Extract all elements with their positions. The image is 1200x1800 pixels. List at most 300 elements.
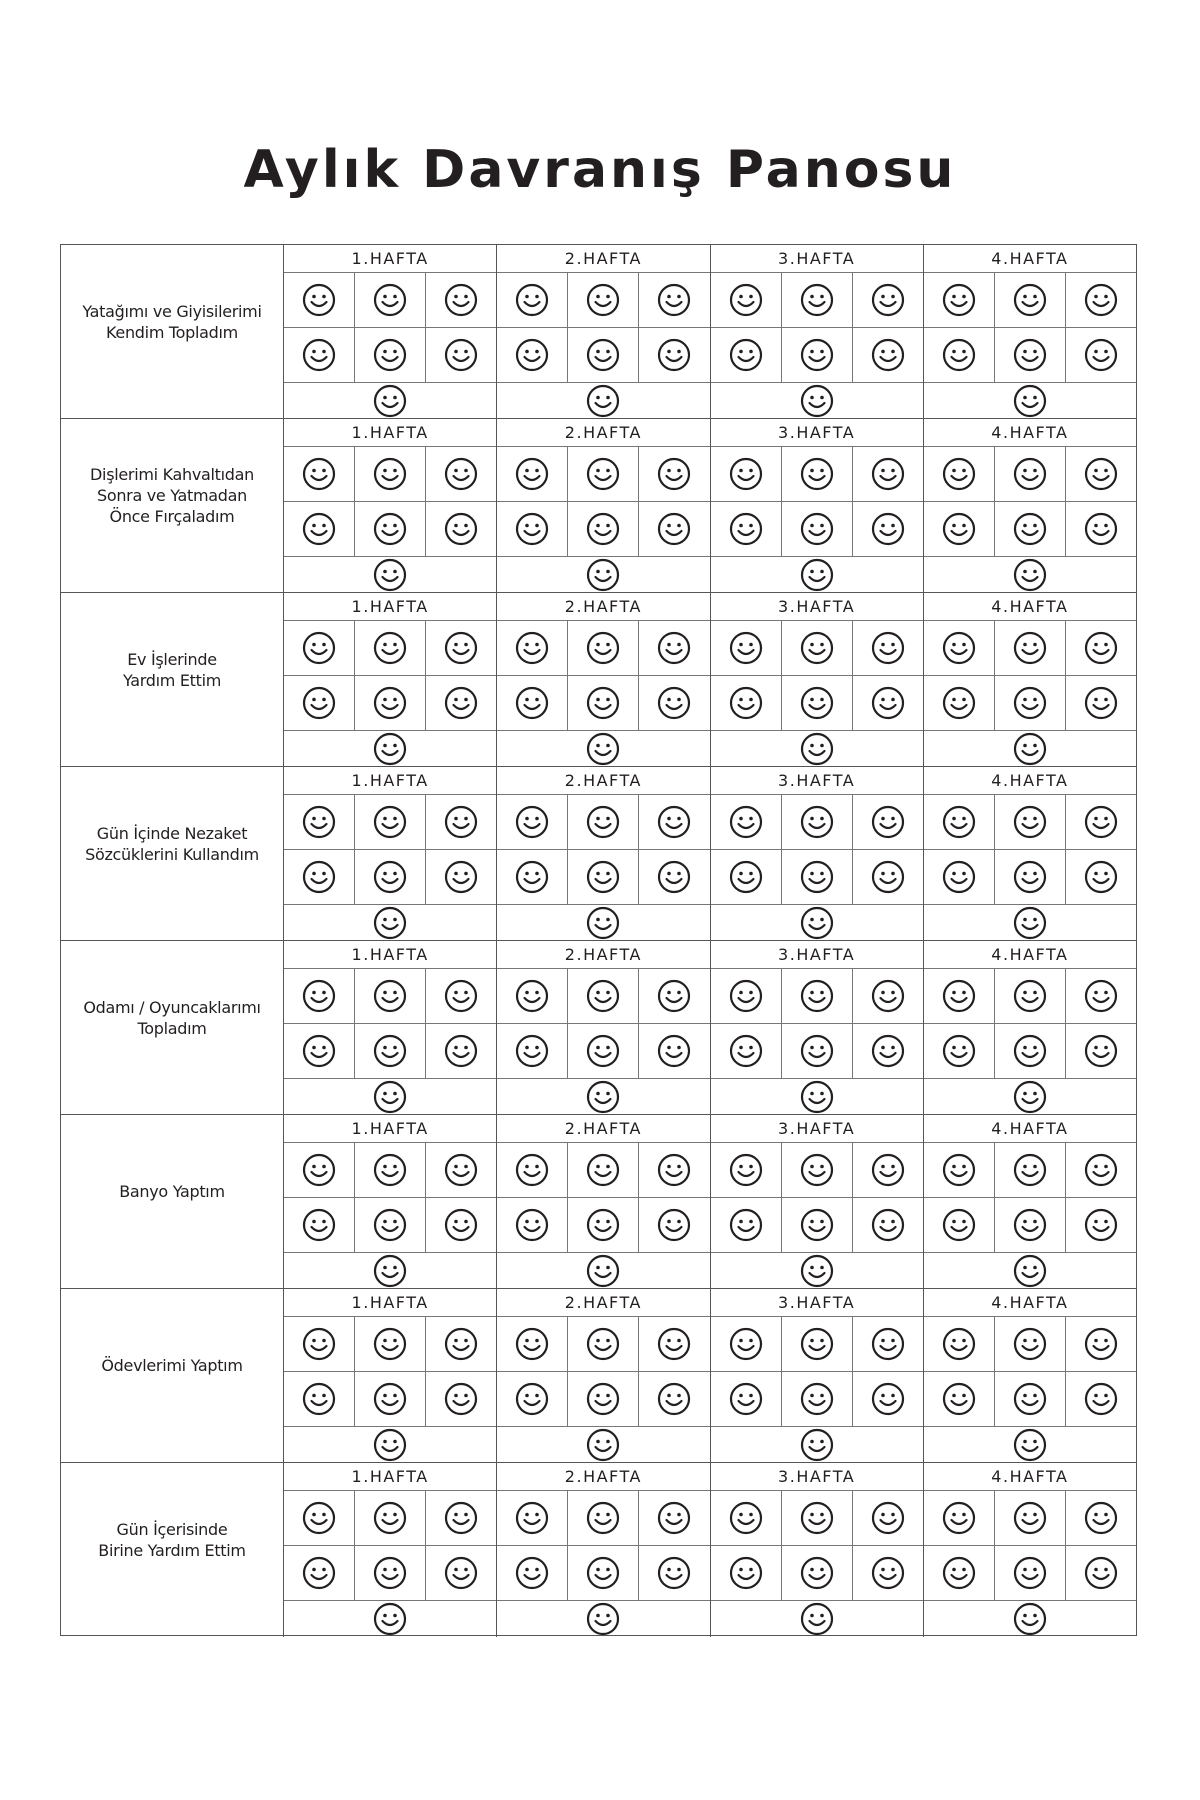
face-cell[interactable] [711,969,782,1023]
face-cell[interactable] [284,1198,355,1252]
face-cell[interactable] [355,1198,426,1252]
face-cell[interactable] [924,1491,995,1545]
face-cell[interactable] [924,1024,995,1078]
face-cell[interactable] [426,1143,496,1197]
face-cell[interactable] [284,502,355,556]
behavior-label: Ev İşlerinde Yardım Ettim [122,649,222,690]
face-cell[interactable] [995,1317,1066,1371]
face-cell[interactable] [1066,328,1136,382]
behavior-block [61,245,1136,419]
face-cell[interactable] [639,1317,709,1371]
face-cell[interactable] [782,447,853,501]
face-cell[interactable] [853,795,923,849]
smiley-face-icon[interactable] [586,732,620,766]
smiley-face-icon [1013,1034,1047,1068]
behavior-label: Gün İçerisinde Birine Yardım Ettim [98,1520,246,1560]
week-column [497,941,710,1114]
smiley-face-icon [586,686,620,720]
face-cell[interactable] [568,328,639,382]
face-row [711,1198,923,1253]
smiley-face-icon [1084,338,1118,372]
face-cell[interactable] [497,447,568,501]
face-cell[interactable] [426,795,496,849]
face-row [924,1372,1136,1427]
smiley-face-icon [373,1153,407,1187]
face-cell[interactable] [497,328,568,382]
face-cell[interactable] [355,1317,426,1371]
smiley-face-icon [657,1556,691,1590]
face-cell[interactable] [639,1198,709,1252]
face-cell[interactable] [924,1317,995,1371]
face-cell[interactable] [995,447,1066,501]
face-cell[interactable] [639,850,709,904]
face-cell[interactable] [853,502,923,556]
face-cell[interactable] [639,328,709,382]
face-cell[interactable] [853,1546,923,1600]
behavior-block [61,767,1136,941]
smiley-face-icon[interactable] [1013,1428,1047,1462]
smiley-face-icon [942,686,976,720]
smiley-face-icon [302,1327,336,1361]
face-cell[interactable] [711,676,782,730]
face-cell[interactable] [853,1491,923,1545]
smiley-face-icon[interactable] [800,906,834,940]
face-cell[interactable] [568,1491,639,1545]
face-cell[interactable] [355,621,426,675]
smiley-face-icon[interactable] [800,384,834,418]
smiley-face-icon [800,1382,834,1416]
smiley-face-icon[interactable] [1013,906,1047,940]
smiley-face-icon[interactable] [586,906,620,940]
smiley-face-icon[interactable] [800,732,834,766]
behavior-label-cell [61,767,284,940]
face-cell[interactable] [568,1143,639,1197]
face-cell[interactable] [568,676,639,730]
face-cell[interactable] [995,795,1066,849]
face-cell[interactable] [1066,795,1136,849]
face-cell[interactable] [639,621,709,675]
face-cell[interactable] [355,502,426,556]
smiley-face-icon [1084,1034,1118,1068]
smiley-face-icon[interactable] [1013,1080,1047,1114]
face-cell[interactable] [711,1372,782,1426]
face-cell[interactable] [924,273,995,327]
face-cell[interactable] [782,502,853,556]
face-cell[interactable] [426,1198,496,1252]
face-cell[interactable] [924,328,995,382]
smiley-face-icon[interactable] [586,558,620,592]
face-cell[interactable] [1066,621,1136,675]
smiley-face-icon [800,860,834,894]
behavior-block [61,941,1136,1115]
face-cell[interactable] [711,447,782,501]
face-cell[interactable] [355,1372,426,1426]
face-cell[interactable] [782,621,853,675]
face-cell[interactable] [426,676,496,730]
smiley-face-icon [515,1556,549,1590]
smiley-face-icon[interactable] [373,558,407,592]
smiley-face-icon[interactable] [800,1254,834,1288]
face-cell[interactable] [355,676,426,730]
face-row [284,502,496,557]
smiley-face-icon[interactable] [373,1254,407,1288]
smiley-face-icon [729,1556,763,1590]
week-header: 1.HAFTA [284,941,496,969]
face-cell[interactable] [853,676,923,730]
smiley-face-icon[interactable] [1013,384,1047,418]
face-cell[interactable] [568,1317,639,1371]
face-cell[interactable] [497,1546,568,1600]
face-cell[interactable] [1066,1546,1136,1600]
face-cell[interactable] [568,1546,639,1600]
face-cell[interactable] [426,1024,496,1078]
face-cell[interactable] [711,328,782,382]
behavior-label-cell [61,1463,284,1637]
week-header: 2.HAFTA [497,245,709,273]
smiley-face-icon[interactable] [373,1428,407,1462]
face-cell[interactable] [711,795,782,849]
face-cell[interactable] [497,969,568,1023]
face-cell[interactable] [284,1491,355,1545]
face-cell[interactable] [568,1372,639,1426]
behavior-label-cell [61,1115,284,1288]
smiley-face-icon[interactable] [373,1602,407,1636]
face-cell[interactable] [426,447,496,501]
face-cell[interactable] [639,273,709,327]
face-cell[interactable] [1066,1372,1136,1426]
smiley-face-icon[interactable] [586,1602,620,1636]
face-row [497,676,709,731]
face-cell[interactable] [853,328,923,382]
face-cell[interactable] [853,969,923,1023]
face-cell[interactable] [284,1143,355,1197]
face-cell[interactable] [497,1372,568,1426]
face-cell[interactable] [924,1198,995,1252]
face-cell[interactable] [1066,969,1136,1023]
face-row [497,1143,709,1198]
smiley-face-icon [373,860,407,894]
smiley-face-icon [444,1556,478,1590]
face-cell[interactable] [568,621,639,675]
face-cell[interactable] [355,1024,426,1078]
face-cell[interactable] [782,676,853,730]
face-cell[interactable] [568,795,639,849]
face-cell[interactable] [711,1024,782,1078]
face-cell[interactable] [497,1024,568,1078]
face-cell[interactable] [1066,1198,1136,1252]
face-cell[interactable] [497,676,568,730]
smiley-face-icon[interactable] [800,1602,834,1636]
face-cell[interactable] [497,1317,568,1371]
face-cell[interactable] [284,1372,355,1426]
week-header: 4.HAFTA [924,1289,1136,1317]
smiley-face-icon [515,631,549,665]
face-cell[interactable] [639,1491,709,1545]
smiley-face-icon [586,1501,620,1535]
face-cell[interactable] [426,621,496,675]
face-cell[interactable] [497,502,568,556]
face-cell[interactable] [497,1198,568,1252]
face-cell[interactable] [995,1491,1066,1545]
face-cell[interactable] [355,1143,426,1197]
face-row [284,328,496,383]
smiley-face-icon[interactable] [800,1080,834,1114]
face-cell[interactable] [284,1024,355,1078]
face-cell[interactable] [497,1143,568,1197]
smiley-face-icon [586,1556,620,1590]
face-cell[interactable] [639,1143,709,1197]
face-cell[interactable] [284,273,355,327]
face-cell[interactable] [995,502,1066,556]
smiley-face-icon[interactable] [373,732,407,766]
face-cell[interactable] [924,676,995,730]
face-cell[interactable] [853,850,923,904]
face-cell[interactable] [711,1491,782,1545]
face-cell[interactable] [853,1198,923,1252]
bonus-face-row [497,731,709,766]
face-cell[interactable] [1066,1317,1136,1371]
face-cell[interactable] [355,447,426,501]
smiley-face-icon [302,457,336,491]
face-cell[interactable] [995,328,1066,382]
week-header: 1.HAFTA [284,419,496,447]
smiley-face-icon[interactable] [1013,558,1047,592]
face-cell[interactable] [782,328,853,382]
smiley-face-icon[interactable] [586,1254,620,1288]
face-cell[interactable] [782,273,853,327]
smiley-face-icon [302,512,336,546]
smiley-face-icon [942,457,976,491]
face-cell[interactable] [924,502,995,556]
smiley-face-icon [729,512,763,546]
smiley-face-icon [373,1382,407,1416]
face-cell[interactable] [995,850,1066,904]
face-cell[interactable] [639,502,709,556]
smiley-face-icon[interactable] [373,1080,407,1114]
face-row [497,1491,709,1546]
face-cell[interactable] [639,676,709,730]
face-cell[interactable] [995,273,1066,327]
smiley-face-icon [302,338,336,372]
face-cell[interactable] [924,1372,995,1426]
face-cell[interactable] [782,850,853,904]
smiley-face-icon [942,631,976,665]
smiley-face-icon [1013,512,1047,546]
smiley-face-icon[interactable] [586,1080,620,1114]
face-cell[interactable] [1066,850,1136,904]
face-cell[interactable] [426,1317,496,1371]
face-cell[interactable] [284,621,355,675]
face-cell[interactable] [1066,1491,1136,1545]
smiley-face-icon [657,1501,691,1535]
smiley-face-icon [657,805,691,839]
face-cell[interactable] [284,1317,355,1371]
face-cell[interactable] [711,621,782,675]
face-cell[interactable] [355,969,426,1023]
face-cell[interactable] [1066,273,1136,327]
smiley-face-icon [373,805,407,839]
smiley-face-icon [871,686,905,720]
face-cell[interactable] [782,969,853,1023]
smiley-face-icon[interactable] [1013,732,1047,766]
face-cell[interactable] [711,1198,782,1252]
smiley-face-icon[interactable] [373,906,407,940]
face-cell[interactable] [568,447,639,501]
week-column [924,1463,1136,1637]
face-cell[interactable] [639,1024,709,1078]
week-column [711,941,924,1114]
face-cell[interactable] [497,621,568,675]
smiley-face-icon [871,1556,905,1590]
smiley-face-icon[interactable] [586,1428,620,1462]
week-header: 3.HAFTA [711,419,923,447]
face-cell[interactable] [711,850,782,904]
face-cell[interactable] [426,502,496,556]
face-cell[interactable] [568,969,639,1023]
week-column [924,419,1136,592]
face-cell[interactable] [782,1198,853,1252]
face-row [711,795,923,850]
face-cell[interactable] [284,850,355,904]
face-cell[interactable] [853,1317,923,1371]
face-cell[interactable] [426,1546,496,1600]
smiley-face-icon[interactable] [800,558,834,592]
face-cell[interactable] [711,1546,782,1600]
smiley-face-icon[interactable] [1013,1602,1047,1636]
face-cell[interactable] [568,273,639,327]
face-cell[interactable] [568,1198,639,1252]
face-cell[interactable] [782,1546,853,1600]
smiley-face-icon [942,1382,976,1416]
face-cell[interactable] [497,795,568,849]
face-cell[interactable] [639,795,709,849]
face-cell[interactable] [284,795,355,849]
face-cell[interactable] [284,676,355,730]
face-row [497,1317,709,1372]
face-cell[interactable] [497,850,568,904]
face-cell[interactable] [639,1372,709,1426]
face-cell[interactable] [924,447,995,501]
smiley-face-icon [942,979,976,1013]
face-cell[interactable] [711,1317,782,1371]
face-cell[interactable] [284,328,355,382]
face-cell[interactable] [924,969,995,1023]
face-cell[interactable] [924,621,995,675]
smiley-face-icon[interactable] [1013,1254,1047,1288]
week-column [711,767,924,940]
face-cell[interactable] [853,1143,923,1197]
face-cell[interactable] [924,795,995,849]
smiley-face-icon[interactable] [373,384,407,418]
face-cell[interactable] [853,1024,923,1078]
face-cell[interactable] [426,328,496,382]
face-cell[interactable] [782,1024,853,1078]
smiley-face-icon[interactable] [586,384,620,418]
face-cell[interactable] [497,1491,568,1545]
face-cell[interactable] [782,1143,853,1197]
smiley-face-icon [871,283,905,317]
face-cell[interactable] [568,1024,639,1078]
face-cell[interactable] [853,273,923,327]
bonus-face-row [711,383,923,418]
face-cell[interactable] [995,1546,1066,1600]
face-cell[interactable] [924,1143,995,1197]
face-cell[interactable] [426,1372,496,1426]
face-cell[interactable] [426,1491,496,1545]
smiley-face-icon [1013,338,1047,372]
face-cell[interactable] [284,447,355,501]
face-cell[interactable] [995,676,1066,730]
face-cell[interactable] [1066,447,1136,501]
face-cell[interactable] [426,969,496,1023]
smiley-face-icon [800,1327,834,1361]
face-row [284,1317,496,1372]
smiley-face-icon [302,686,336,720]
face-cell[interactable] [497,273,568,327]
face-cell[interactable] [782,1491,853,1545]
face-cell[interactable] [1066,1024,1136,1078]
face-cell[interactable] [426,273,496,327]
face-cell[interactable] [639,447,709,501]
face-cell[interactable] [995,969,1066,1023]
smiley-face-icon [1013,631,1047,665]
face-cell[interactable] [782,1372,853,1426]
face-cell[interactable] [355,1491,426,1545]
face-cell[interactable] [853,447,923,501]
week-column [497,1115,710,1288]
smiley-face-icon[interactable] [800,1428,834,1462]
face-cell[interactable] [426,850,496,904]
week-header: 4.HAFTA [924,941,1136,969]
face-cell[interactable] [853,621,923,675]
bonus-face-row [924,1601,1136,1637]
face-cell[interactable] [284,1546,355,1600]
week-header: 2.HAFTA [497,1289,709,1317]
face-cell[interactable] [995,1024,1066,1078]
week-header: 2.HAFTA [497,767,709,795]
face-cell[interactable] [284,969,355,1023]
face-cell[interactable] [924,1546,995,1600]
face-cell[interactable] [639,1546,709,1600]
face-cell[interactable] [568,502,639,556]
face-cell[interactable] [355,273,426,327]
face-cell[interactable] [1066,502,1136,556]
face-cell[interactable] [995,1198,1066,1252]
face-cell[interactable] [355,1546,426,1600]
face-cell[interactable] [853,1372,923,1426]
face-cell[interactable] [995,621,1066,675]
face-cell[interactable] [711,273,782,327]
smiley-face-icon [515,979,549,1013]
behavior-label-cell [61,941,284,1114]
face-cell[interactable] [639,969,709,1023]
face-cell[interactable] [711,502,782,556]
face-cell[interactable] [355,850,426,904]
face-cell[interactable] [1066,676,1136,730]
face-cell[interactable] [1066,1143,1136,1197]
face-cell[interactable] [568,850,639,904]
face-cell[interactable] [782,795,853,849]
face-cell[interactable] [355,795,426,849]
face-cell[interactable] [995,1372,1066,1426]
face-cell[interactable] [355,328,426,382]
behavior-label: Dişlerimi Kahvaltıdan Sonra ve Yatmadan Önce Fırçaladım [90,465,254,526]
face-cell[interactable] [924,850,995,904]
smiley-face-icon [942,1501,976,1535]
face-cell[interactable] [782,1317,853,1371]
face-cell[interactable] [995,1143,1066,1197]
face-cell[interactable] [711,1143,782,1197]
